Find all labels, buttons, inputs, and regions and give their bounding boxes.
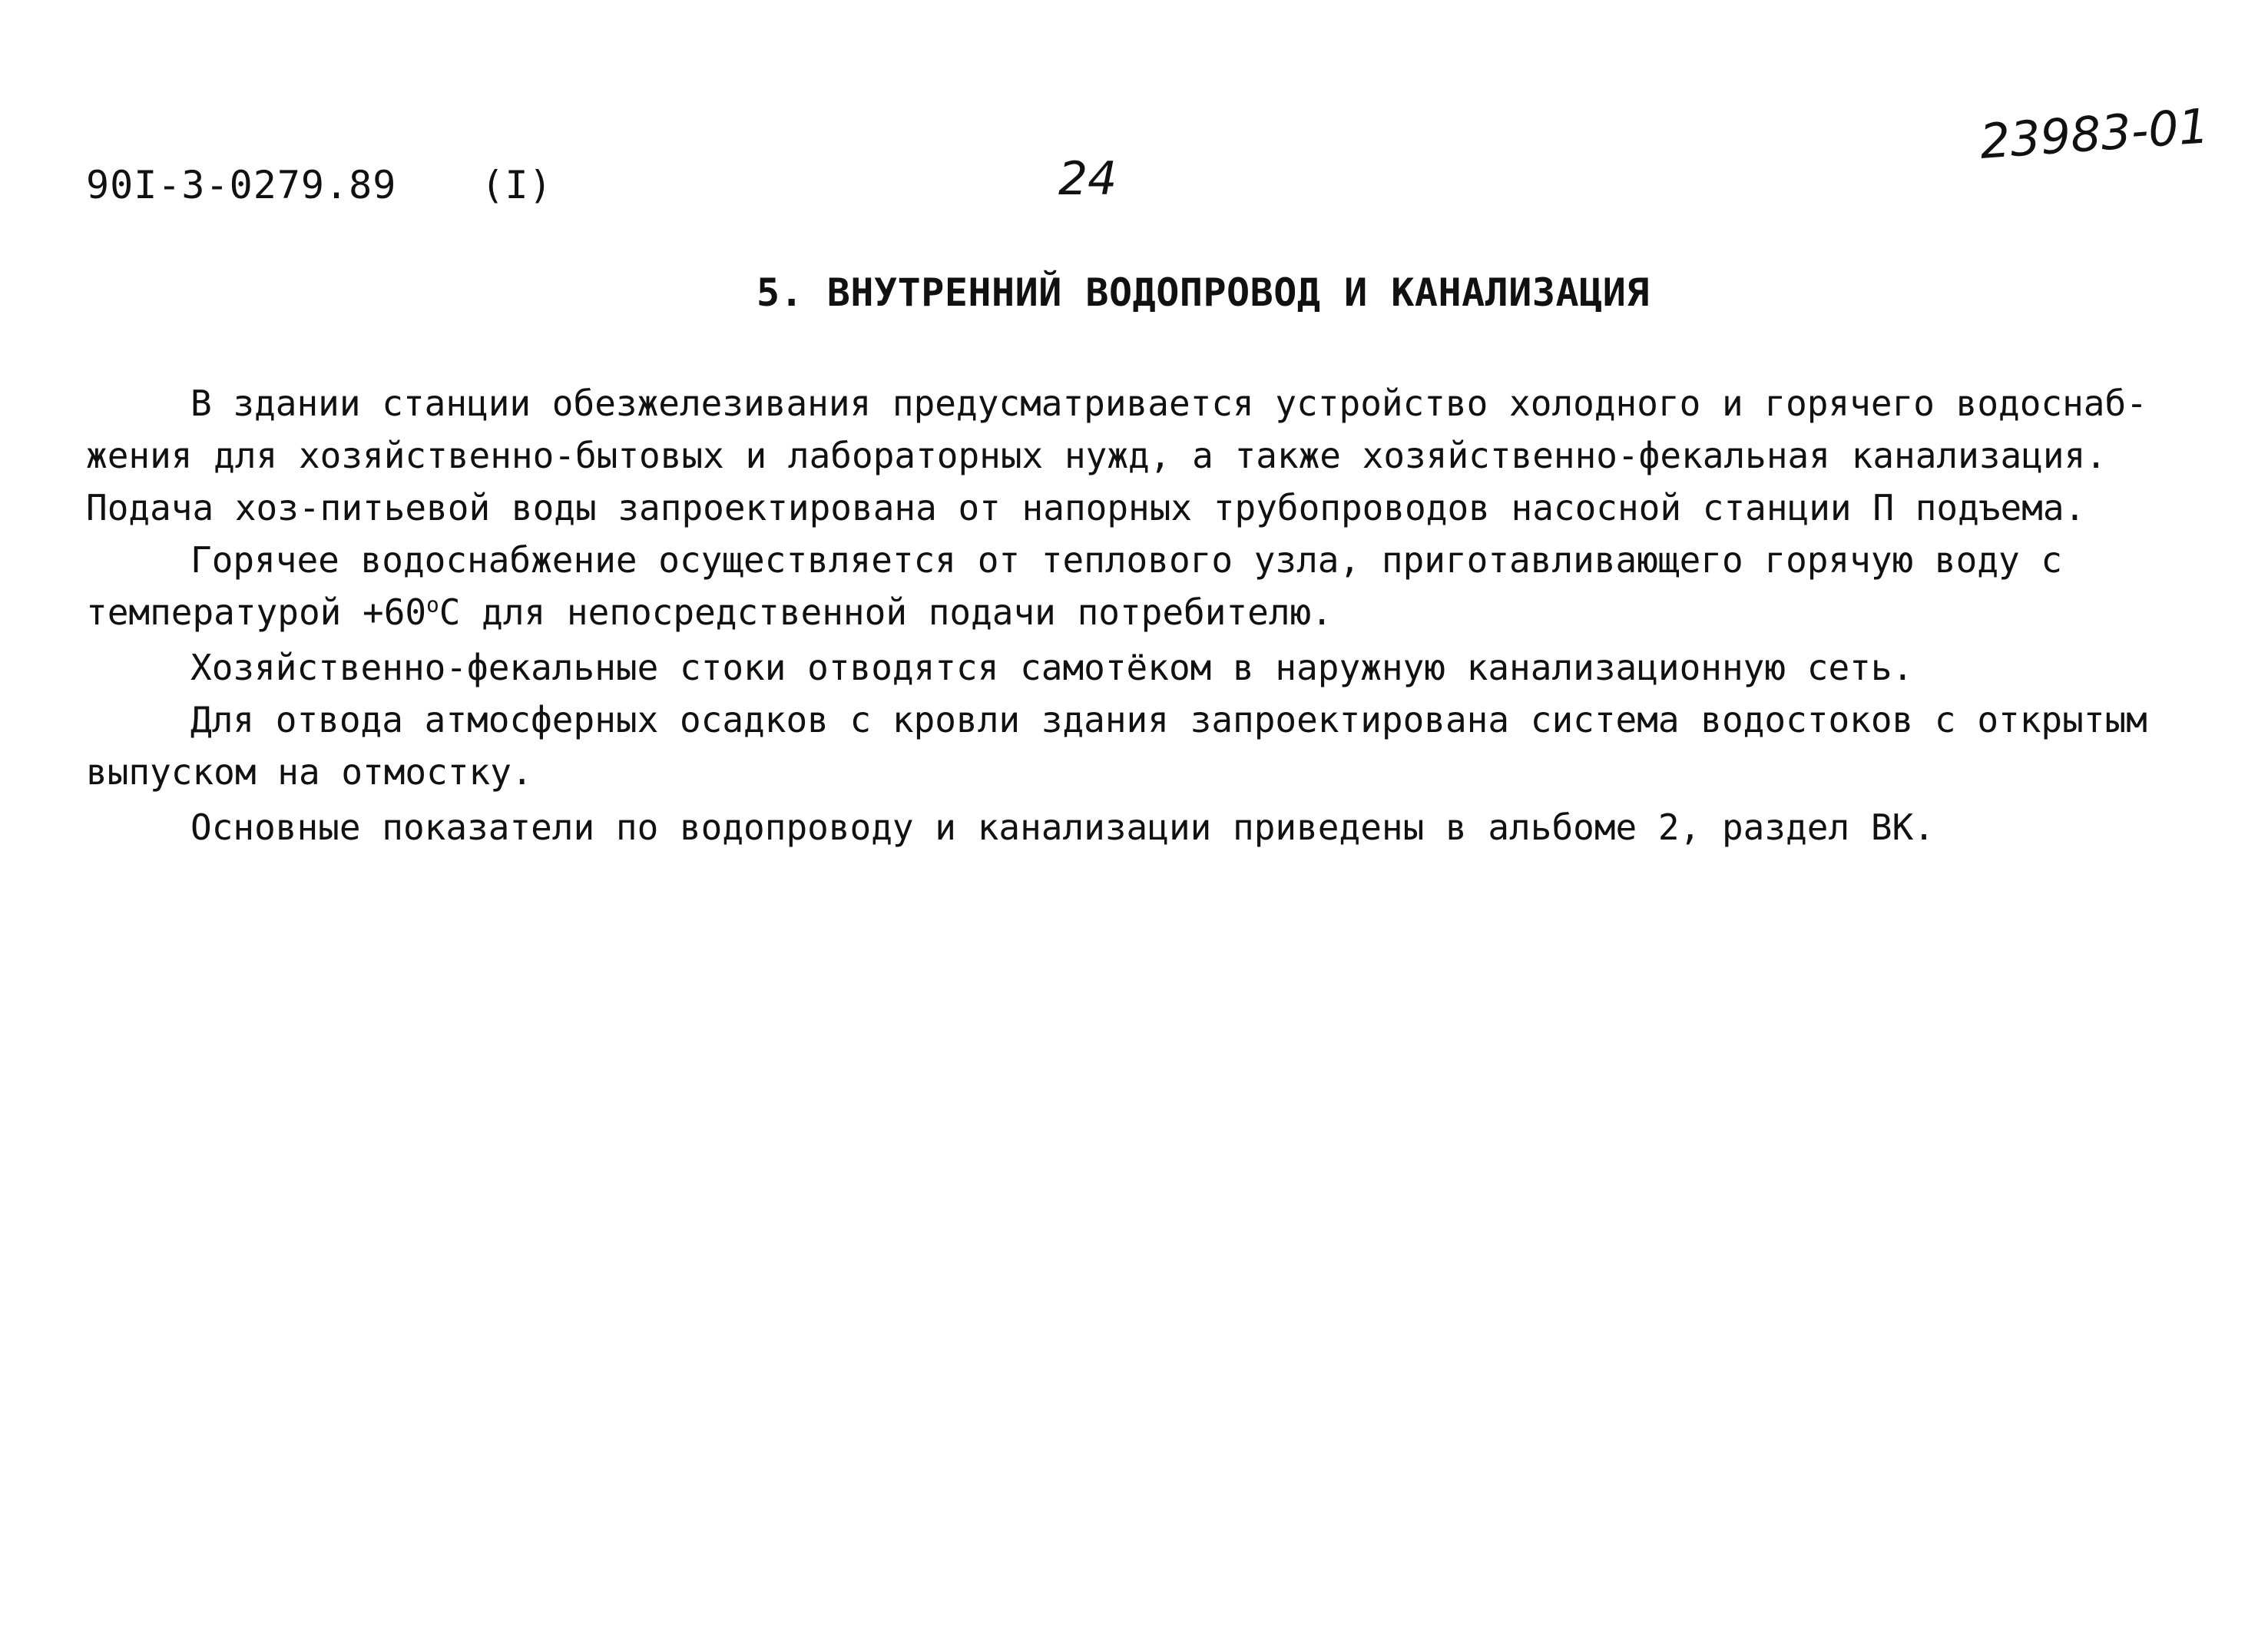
body-line-9: Основные показатели по водопроводу и канализации приведены в альбоме 2, раздел ВК.	[190, 807, 1935, 848]
document-code-number: 90I-3-0279.89	[86, 163, 397, 207]
body-line-3: Подача хоз-питьевой воды запроектирована от напорных трубопроводов насосной станции П подъема.	[86, 487, 2086, 528]
body-line-6: Хозяйственно-фекальные стоки отводятся самотёком в наружную канализационную сеть.	[190, 647, 1914, 688]
body-line-1: В здании станции обезжелезивания предусматривается устройство холодного и горячего водоснаб-	[190, 383, 2147, 424]
temperature-text: температурой +60	[86, 591, 427, 633]
body-line-2: жения для хозяйственно-бытовых и лабораторных нужд, а также хозяйственно-фекальная канализация.	[86, 435, 2107, 476]
degree-sign: о	[426, 591, 439, 618]
temperature-continuation: C для непосредственной подачи потребителю.	[439, 591, 1333, 633]
document-code	[86, 163, 553, 207]
body-line-7: Для отвода атмосферных осадков с кровли здания запроектирована система водостоков с открытым	[190, 699, 2147, 740]
section-title: 5. ВНУТРЕННИЙ ВОДОПРОВОД И КАНАЛИЗАЦИЯ	[757, 270, 1650, 315]
body-line-4: Горячее водоснабжение осуществляется от теплового узла, приготавливающего горячую воду с	[190, 539, 2063, 581]
body-line-8: выпуском на отмостку.	[86, 751, 533, 793]
page-number: 24	[1058, 152, 1117, 206]
body-line-5	[86, 591, 1333, 633]
document-part: (I)	[481, 163, 553, 207]
archive-number: 23983-01	[1978, 98, 2211, 170]
